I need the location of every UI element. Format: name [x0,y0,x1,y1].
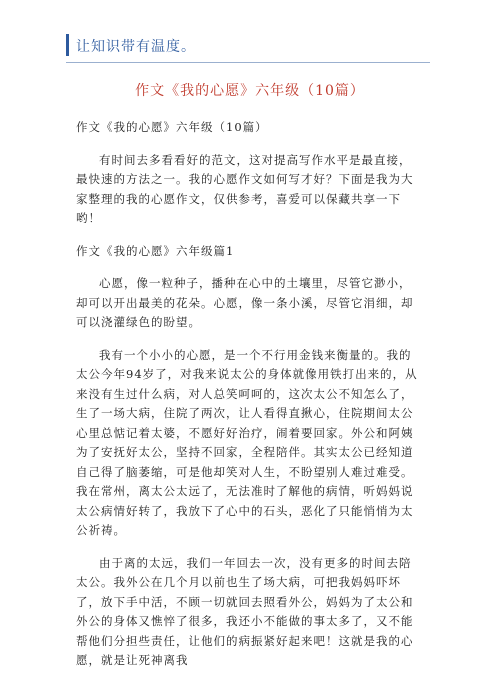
document-title: 作文《我的心愿》六年级（10篇） [135,83,365,99]
body-paragraph: 由于离的太远，我们一年回去一次，没有更多的时间去陪太公。我外公在几个月以前也生了场大病，可把我妈妈吓坏了，放下手中活，不顾一切就回去照看外公，妈妈为了太公和外公的身体又憔悴了很多，我还小不能做的事太多了，又不能帮他们分担些责任，让他们的病振紧好起来吧！这就是我的心愿，就是让死神离我 [76,555,414,667]
document-body [76,118,421,684]
intro-paragraph: 有时间去多看看好的范文，这对提高写作水平是最直接，最快速的方法之一。我的心愿作文如何写才好？下面是我为大家整理的我的心愿作文，仅供参考，喜爱可以保藏共享一下哟！ [76,152,414,225]
body-paragraph: 我有一个小小的心愿，是一个不行用金钱来衡量的。我的太公今年94岁了，对我来说太公的身体就像用铁打出来的，从来没有生过什么病，对人总笑呵呵的，这次太公不知怎么了，生了一场大病，住院了两次，让人看得直揪心，住院期间太公心里总惦记着太婆，不愿好好治疗，闹着要回家。外公和阿姨为了安抚好太公，坚持不回家，全程陪伴。其实太公已经知道自己得了脑萎缩，可是他却笑对人生，不盼望别人难过难受。我在常州，离太公太远了，无法准时了解他的病情，听妈妈说太公病情好转了，我放下了心中的石头，恶化了只能悄悄为太公祈祷。 [76,347,418,537]
document-subtitle: 作文《我的心愿》六年级（10篇） [76,120,268,134]
header-divider [66,62,430,63]
header-slogan: 让知识带有温度。 [76,39,196,55]
body-paragraph: 心愿，像一粒种子，播种在心中的土壤里，尽管它渺小，却可以开出最美的花朵。心愿，像一条小溪，尽管它涓细，却可以浇灌绿色的盼望。 [76,276,414,329]
slogan-accent-bar [66,34,69,56]
section-heading: 作文《我的心愿》六年级篇1 [76,243,235,258]
